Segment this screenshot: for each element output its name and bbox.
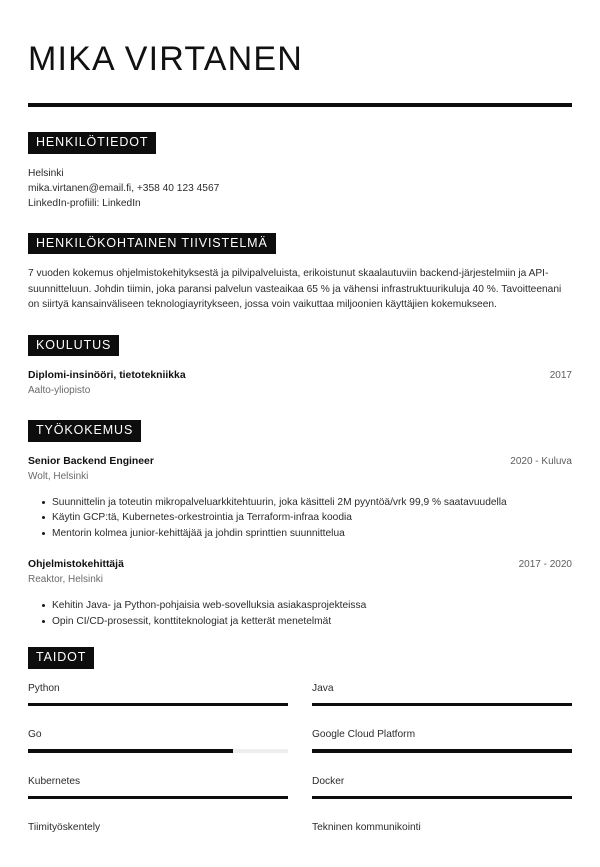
education-entry	[28, 368, 572, 398]
skill-label: Java	[312, 682, 334, 694]
skill-progress-fill	[28, 703, 288, 707]
section-heading-experience: TYÖKOKEMUS	[28, 420, 141, 442]
skill-label: Docker	[312, 775, 345, 787]
contact-details	[28, 166, 572, 211]
list-item: Mentorin kolmea junior-kehittäjää ja johdin sprinttien suunnittelua	[28, 526, 572, 542]
skill-item	[312, 774, 572, 821]
skill-item	[28, 774, 288, 821]
experience-entry	[28, 454, 572, 542]
list-item: Opin CI/CD-prosessit, konttiteknologiat ja ketterät menetelmät	[28, 614, 572, 630]
skill-progress-fill	[312, 703, 572, 707]
section-summary	[28, 233, 572, 313]
list-item: Suunnittelin ja toteutin mikropalveluarkkitehtuurin, joka käsitteli 2M pyyntöä/vrk 99,9 % saatavuudella	[28, 495, 572, 511]
section-heading-education: KOULUTUS	[28, 335, 119, 357]
section-education	[28, 335, 572, 399]
skill-label: Kubernetes	[28, 775, 81, 787]
section-heading-summary: HENKILÖKOHTAINEN TIIVISTELMÄ	[28, 233, 276, 255]
experience-company: Reaktor, Helsinki	[28, 574, 104, 586]
experience-date: 2020 - Kuluva	[510, 455, 572, 467]
header-divider	[28, 103, 572, 107]
experience-entry	[28, 557, 572, 629]
experience-date: 2017 - 2020	[518, 559, 572, 571]
skill-item	[28, 820, 288, 867]
skill-progress-track	[28, 796, 288, 800]
contact-email-phone: mika.virtanen@email.fi, +358 40 123 4567	[28, 182, 220, 194]
skill-label: Python	[28, 682, 60, 694]
experience-bullet-list	[28, 495, 572, 542]
education-date: 2017	[549, 370, 572, 382]
experience-job-title: Senior Backend Engineer	[28, 455, 154, 467]
section-skills	[28, 647, 572, 867]
education-degree: Diplomi-insinööri, tietotekniikka	[28, 370, 186, 382]
skill-item	[312, 681, 572, 728]
skills-grid	[28, 681, 572, 867]
list-item: Kehitin Java- ja Python-pohjaisia web-sovelluksia asiakasprojekteissa	[28, 598, 572, 614]
skill-item	[28, 681, 288, 728]
skill-progress-track	[28, 842, 288, 846]
skill-label: Tekninen kommunikointi	[312, 822, 421, 834]
skill-item	[312, 820, 572, 867]
skill-label: Google Cloud Platform	[312, 729, 416, 741]
experience-company: Wolt, Helsinki	[28, 470, 89, 482]
contact-location: Helsinki	[28, 167, 64, 179]
skill-progress-track	[312, 796, 572, 800]
experience-entry-header	[28, 557, 572, 572]
experience-bullet-list	[28, 598, 572, 629]
skill-label: Go	[28, 729, 42, 741]
skill-progress-track	[28, 703, 288, 707]
skill-progress-fill	[28, 749, 233, 753]
section-contact	[28, 132, 572, 211]
page-title: MIKA VIRTANEN	[28, 40, 304, 78]
spacer	[28, 629, 572, 647]
skill-progress-fill	[312, 796, 572, 800]
section-heading-contact: HENKILÖTIEDOT	[28, 132, 156, 154]
experience-job-title: Ohjelmistokehittäjä	[28, 559, 124, 571]
section-heading-skills: TAIDOT	[28, 647, 94, 669]
spacer	[28, 211, 572, 233]
education-entry-header	[28, 368, 572, 383]
list-item: Käytin GCP:tä, Kubernetes-orkestrointia ja Terraform-infraa koodia	[28, 510, 572, 526]
summary-paragraph: 7 vuoden kokemus ohjelmistokehityksestä ja pilvipalveluista, erikoistunut skaalautuviin backend-järjestelmiin ja API-suunnitteluun. Johdin tiimin, joka paransi palvelun vasteaikaa 65 % ja vähensi infrastruktuurikuluja 40 %. Tavoitteenani on siirtyä kansainväliseen teknologiayritykseen, jossa voin vaikuttaa miljoonien käyttäjien kokemukseen.	[28, 268, 562, 311]
education-school: Aalto-yliopisto	[28, 385, 91, 397]
skill-progress-fill	[28, 796, 288, 800]
skill-progress-track	[312, 749, 572, 753]
spacer	[28, 398, 572, 420]
spacer	[28, 313, 572, 335]
skill-progress-track	[28, 749, 288, 753]
section-experience	[28, 420, 572, 629]
skill-item	[28, 727, 288, 774]
contact-linkedin[interactable]: LinkedIn-profiili: LinkedIn	[28, 197, 141, 209]
skill-item	[312, 727, 572, 774]
skill-label: Tiimityöskentely	[28, 822, 101, 834]
spacer	[28, 541, 572, 557]
skill-progress-track	[312, 703, 572, 707]
experience-entry-header	[28, 454, 572, 469]
skill-progress-fill	[312, 749, 572, 753]
skill-progress-track	[312, 842, 572, 846]
